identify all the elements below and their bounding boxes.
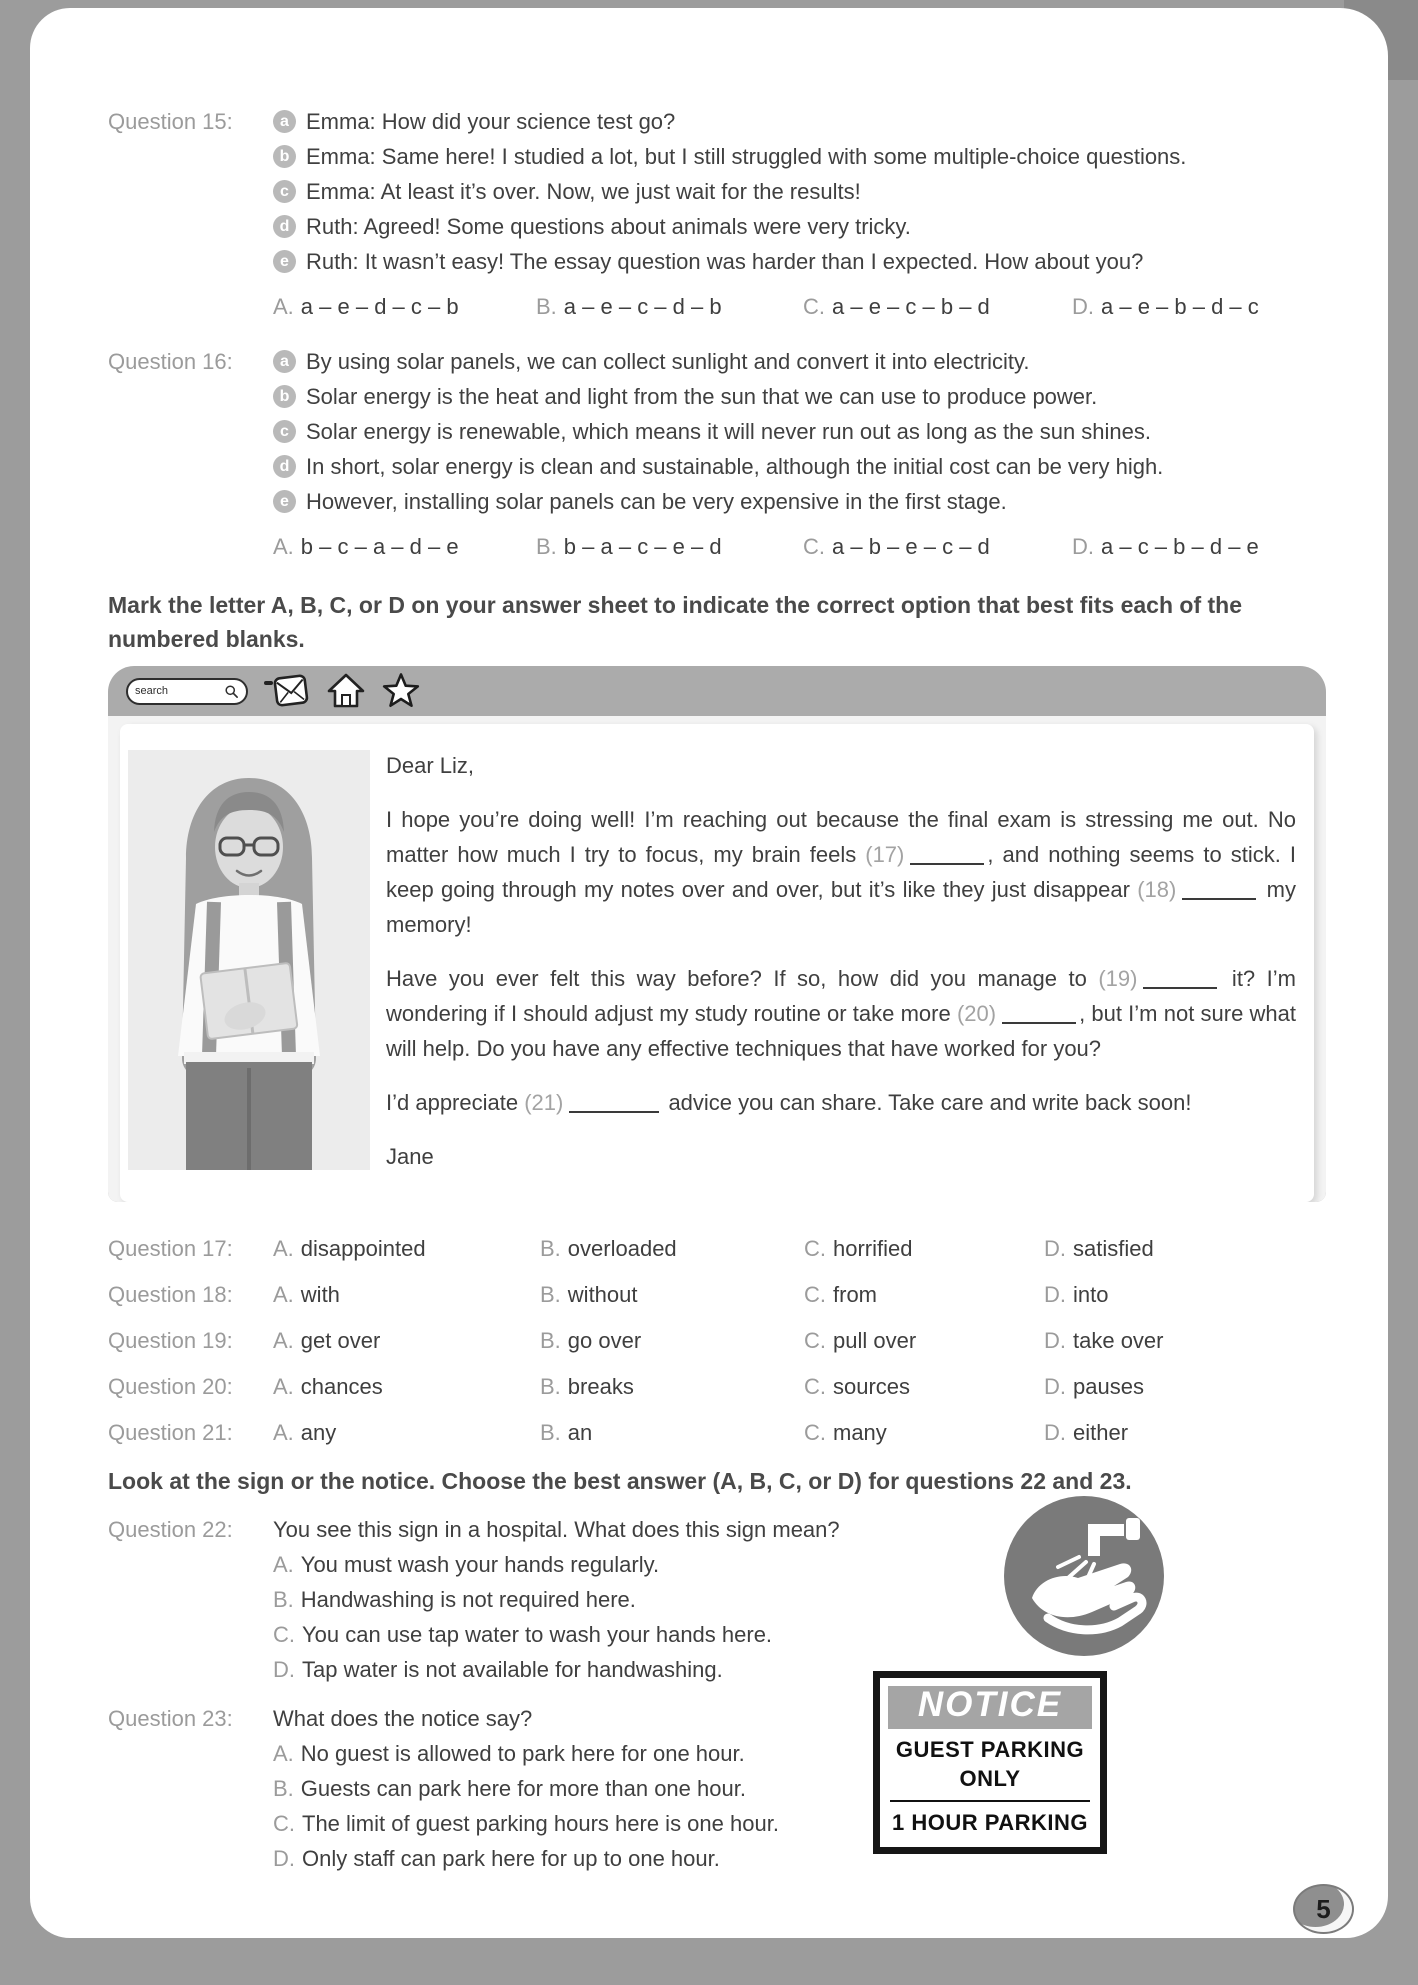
letter-signature: Jane — [386, 1144, 434, 1169]
star-icon[interactable] — [381, 672, 421, 710]
search-label: search — [135, 685, 169, 697]
answer-option: C. You can use tap water to wash your hands here. — [273, 1622, 773, 1647]
answer-blank-19 — [1143, 967, 1217, 989]
letter-paragraph: Have you ever felt this way before? If so, how did you manage to (19) it? I’m wondering if I should adjust my study routine or take more (20) , but I’m not sure what will help. Do you have any effective techniques that have worked for you? — [386, 966, 1296, 1061]
sentence-line: c Solar energy is renewable, which means it will never run out as long as the sun shines. — [273, 414, 1326, 449]
answer-option: B. Handwashing is not required here. — [273, 1587, 636, 1612]
blank-number-18: (18) — [1137, 877, 1177, 902]
dialogue-line: c Emma: At least it’s over. Now, we just wait for the results! — [273, 174, 1326, 209]
browser-content — [108, 716, 1326, 1202]
line-letter-badge: d — [273, 455, 296, 478]
question-22-label: Question 22: — [108, 1517, 233, 1542]
line-letter-badge: a — [273, 110, 296, 133]
answer-option: A. b – c – a – d – e — [273, 534, 459, 559]
answer-blank-20 — [1002, 1002, 1076, 1024]
search-icon — [224, 684, 239, 699]
answer-option: C. from — [804, 1282, 877, 1307]
dialogue-line: e Ruth: It wasn’t easy! The essay question was harder than I expected. How about you? — [273, 244, 1326, 279]
question-16-block — [108, 344, 1326, 564]
letter-text — [370, 724, 1314, 1202]
answer-option: A. No guest is allowed to park here for one hour. — [273, 1741, 745, 1766]
line-letter-badge: e — [273, 490, 296, 513]
dialogue-line: a Emma: How did your science test go? — [273, 104, 1326, 139]
question-text: What does the notice say? — [273, 1706, 533, 1731]
blank-number-19: (19) — [1098, 966, 1138, 991]
question-text: You see this sign in a hospital. What does this sign mean? — [273, 1517, 840, 1542]
vocab-question-row: Question 19: A. get over B. go over C. pull over D. take over — [108, 1318, 1326, 1364]
answer-option: B. without — [540, 1282, 638, 1307]
answer-option: B. breaks — [540, 1374, 634, 1399]
section-instruction: Look at the sign or the notice. Choose the best answer (A, B, C, or D) for questions 22 and 23. — [108, 1468, 1132, 1494]
page-number-badge: 5 — [1295, 1886, 1352, 1932]
line-letter-badge: a — [273, 350, 296, 373]
answer-option: D. a – c – b – d – e — [1072, 534, 1259, 559]
answer-option: C. pull over — [804, 1328, 917, 1353]
line-letter-badge: b — [273, 385, 296, 408]
vocab-question-row: Question 18: A. with B. without C. from D. into — [108, 1272, 1326, 1318]
letter-paragraph: I hope you’re doing well! I’m reaching out because the final exam is stressing me out. No matter how much I try to focus, my brain feels (17) , and nothing seems to stick. I keep going through my notes over and over, but it’s like they just disappear (18) my memory! — [386, 807, 1296, 937]
answer-option: A. disappointed — [273, 1236, 426, 1261]
answer-option: A. You must wash your hands regularly. — [273, 1552, 660, 1577]
line-letter-badge: b — [273, 145, 296, 168]
answer-option: A. chances — [273, 1374, 383, 1399]
question-22-block — [108, 1512, 1326, 1687]
answer-option: B. b – a – c – e – d — [536, 534, 722, 559]
line-letter-badge: c — [273, 180, 296, 203]
letter-panel — [120, 724, 1314, 1202]
handwashing-icon — [1002, 1494, 1166, 1658]
section-instruction: Mark the letter A, B, C, or D on your answer sheet to indicate the correct option that best fits each of the numbered blanks. — [108, 592, 1242, 652]
notice-title-band: NOTICE — [888, 1686, 1092, 1729]
answer-option: C. a – e – c – b – d — [803, 294, 990, 319]
student-photo — [120, 724, 370, 1202]
answer-option: D. Tap water is not available for handwashing. — [273, 1657, 723, 1682]
answer-option: C. sources — [804, 1374, 911, 1399]
question-23-label: Question 23: — [108, 1706, 233, 1731]
sentence-line: a By using solar panels, we can collect sunlight and convert it into electricity. — [273, 344, 1326, 379]
browser-toolbar — [108, 666, 1326, 716]
answer-option: A. any — [273, 1420, 337, 1445]
answer-option: B. Guests can park here for more than one hour. — [273, 1776, 746, 1801]
answer-option: D. into — [1044, 1282, 1109, 1307]
question-15-answers — [273, 289, 1326, 324]
vocab-question-row: Question 17: A. disappointed B. overloaded C. horrified D. satisfied — [108, 1226, 1326, 1272]
vocab-question-row: Question 21: A. any B. an C. many D. either — [108, 1410, 1326, 1456]
notice-line: ONLY — [959, 1766, 1021, 1791]
vocab-question-row: Question 20: A. chances B. breaks C. sources D. pauses — [108, 1364, 1326, 1410]
answer-option: D. satisfied — [1044, 1236, 1154, 1261]
blank-number-17: (17) — [865, 842, 905, 867]
line-letter-badge: e — [273, 250, 296, 273]
answer-option: B. overloaded — [540, 1236, 677, 1261]
answer-option: C. horrified — [804, 1236, 913, 1261]
mail-icon[interactable] — [263, 672, 311, 710]
answer-option: A. a – e – d – c – b — [273, 294, 459, 319]
question-15-label: Question 15: — [108, 109, 233, 134]
answer-option: C. The limit of guest parking hours here is one hour. — [273, 1811, 779, 1836]
answer-option: D. Only staff can park here for up to one hour. — [273, 1846, 720, 1871]
answer-option: D. either — [1044, 1420, 1129, 1445]
dialogue-line: b Emma: Same here! I studied a lot, but I still struggled with some multiple-choice questions. — [273, 139, 1326, 174]
dialogue-line: d Ruth: Agreed! Some questions about animals were very tricky. — [273, 209, 1326, 244]
answer-option: C. many — [804, 1420, 887, 1445]
answer-blank-17 — [910, 843, 984, 865]
answer-option: B. an — [540, 1420, 593, 1445]
sentence-line: d In short, solar energy is clean and sustainable, although the initial cost can be very high. — [273, 449, 1326, 484]
notice-line: 1 HOUR PARKING — [891, 1810, 1089, 1835]
question-23-block — [108, 1685, 1326, 1876]
letter-salutation: Dear Liz, — [386, 753, 475, 778]
question-15-block — [108, 104, 1326, 324]
sentence-line: b Solar energy is the heat and light from the sun that we can use to produce power. — [273, 379, 1326, 414]
parking-notice-sign — [873, 1671, 1107, 1854]
answer-blank-18 — [1182, 878, 1256, 900]
answer-option: A. with — [273, 1282, 340, 1307]
line-letter-badge: d — [273, 215, 296, 238]
home-icon[interactable] — [326, 672, 366, 710]
blank-number-20: (20) — [956, 1001, 997, 1026]
question-15-items — [273, 104, 1326, 279]
answer-option: D. pauses — [1044, 1374, 1144, 1399]
notice-line: GUEST PARKING — [895, 1737, 1085, 1762]
answer-option: C. a – b – e – c – d — [803, 534, 990, 559]
answer-option: A. get over — [273, 1328, 381, 1353]
question-16-label: Question 16: — [108, 349, 233, 374]
answer-option: D. a – e – b – d – c — [1072, 294, 1259, 319]
question-16-items — [273, 344, 1326, 519]
answer-option: D. take over — [1044, 1328, 1164, 1353]
vocab-questions — [108, 1226, 1326, 1456]
notice-divider — [890, 1800, 1090, 1802]
test-page — [30, 8, 1388, 1938]
answer-option: B. a – e – c – d – b — [536, 294, 722, 319]
search-input[interactable] — [126, 678, 248, 705]
question-16-answers — [273, 529, 1326, 564]
sentence-line: e However, installing solar panels can be very expensive in the first stage. — [273, 484, 1326, 519]
letter-paragraph: I’d appreciate (21) advice you can share. Take care and write back soon! — [386, 1090, 1192, 1115]
answer-blank-21 — [569, 1091, 659, 1113]
browser-window — [108, 666, 1326, 1202]
line-letter-badge: c — [273, 420, 296, 443]
blank-number-21: (21) — [524, 1090, 564, 1115]
answer-option: B. go over — [540, 1328, 642, 1353]
